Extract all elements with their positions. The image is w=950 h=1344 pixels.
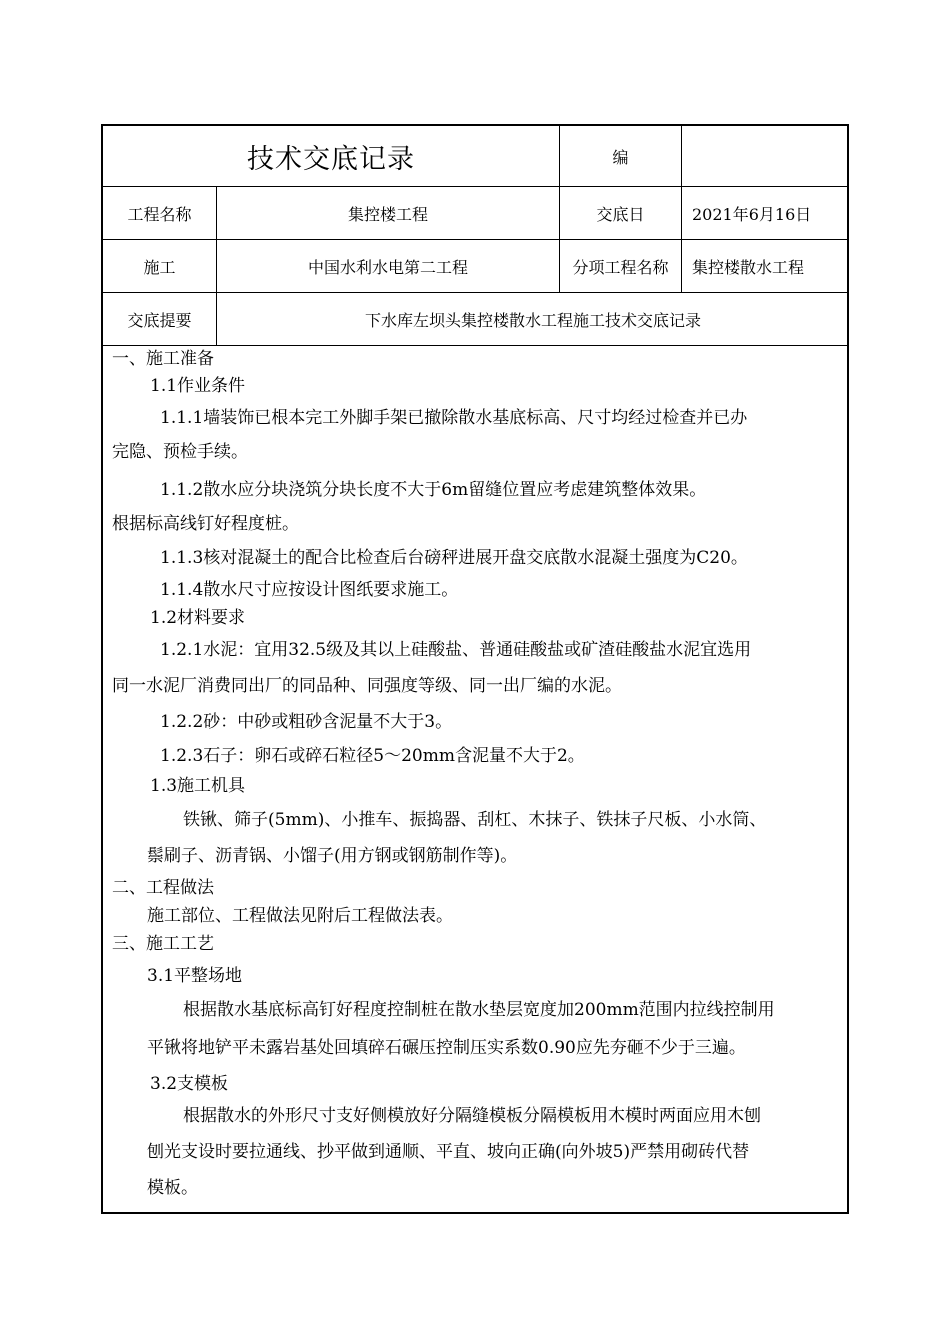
subsection-heading: 1.3施工机具 (150, 776, 246, 796)
paragraph-line: 施工部位、工程做法见附后工程做法表。 (147, 906, 453, 926)
paragraph-line: 1.2.3石子：卵石或碎石粒径5～20mm含泥量不大于2。 (160, 746, 585, 766)
sub-project-value: 集控楼散水工程 (692, 257, 805, 277)
paragraph-line: 刨光支设时要拉通线、抄平做到通顺、平直、坡向正确(向外坡5)严禁用砌砖代替 (147, 1142, 750, 1162)
date-value: 2021年6月16日 (692, 204, 812, 224)
paragraph-line: 1.2.2砂：中砂或粗砂含泥量不大于3。 (160, 712, 453, 732)
disclosure-content (103, 346, 847, 1212)
section-heading: 二、工程做法 (112, 878, 214, 898)
document-title: 技术交底记录 (247, 143, 415, 175)
paragraph-line: 根据散水的外形尺寸支好侧模放好分隔缝模板分隔模板用木模时两面应用木刨 (183, 1106, 761, 1126)
paragraph-line: 鬃刷子、沥青锅、小馏子(用方钢或钢筋制作等)。 (147, 846, 518, 866)
disclosure-record-table (101, 124, 849, 1214)
paragraph-line: 平锹将地铲平未露岩基处回填碎石碾压控制压实系数0.90应先夯砸不少于三遍。 (147, 1038, 746, 1058)
subsection-heading: 3.2支模板 (150, 1074, 229, 1094)
code-value (682, 126, 849, 186)
paragraph-line: 1.1.2散水应分块浇筑分块长度不大于6m留缝位置应考虑建筑整体效果。 (160, 480, 707, 500)
paragraph-line: 铁锹、筛子(5mm)、小推车、振捣器、刮杠、木抹子、铁抹子尺板、小水筒、 (183, 810, 767, 830)
sub-project-label: 分项工程名称 (572, 257, 669, 277)
paragraph-line: 1.1.1墙装饰已根本完工外脚手架已撤除散水基底标高、尺寸均经过检查并已办 (160, 408, 748, 428)
paragraph-line: 1.1.3核对混凝土的配合比检查后台磅秤进展开盘交底散水混凝土强度为C20。 (160, 548, 748, 568)
date-label: 交底日 (596, 204, 645, 224)
project-name-label: 工程名称 (127, 204, 192, 224)
project-name-value: 集控楼工程 (347, 204, 428, 224)
paragraph-line: 根据散水基底标高钉好程度控制桩在散水垫层宽度加200mm范围内拉线控制用 (183, 1000, 775, 1020)
summary-label: 交底提要 (127, 310, 192, 330)
subsection-heading: 1.2材料要求 (150, 608, 246, 628)
summary-value: 下水库左坝头集控楼散水工程施工技术交底记录 (364, 310, 701, 330)
subsection-heading: 3.1平整场地 (147, 966, 243, 986)
section-heading: 三、施工工艺 (112, 934, 214, 954)
code-label: 编 (612, 147, 629, 167)
subsection-heading: 1.1作业条件 (150, 376, 246, 396)
construction-label: 施工 (143, 257, 176, 277)
construction-value: 中国水利水电第二工程 (307, 257, 468, 277)
paragraph-line: 完隐、预检手续。 (112, 442, 248, 462)
paragraph-line: 1.1.4散水尺寸应按设计图纸要求施工。 (160, 580, 459, 600)
paragraph-line: 模板。 (147, 1178, 198, 1198)
paragraph-line: 根据标高线钉好程度桩。 (112, 514, 299, 534)
paragraph-line: 同一水泥厂消费同出厂的同品种、同强度等级、同一出厂编的水泥。 (112, 676, 622, 696)
paragraph-line: 1.2.1水泥：宜用32.5级及其以上硅酸盐、普通硅酸盐或矿渣硅酸盐水泥宜选用 (160, 640, 752, 660)
section-heading: 一、施工准备 (112, 349, 214, 369)
